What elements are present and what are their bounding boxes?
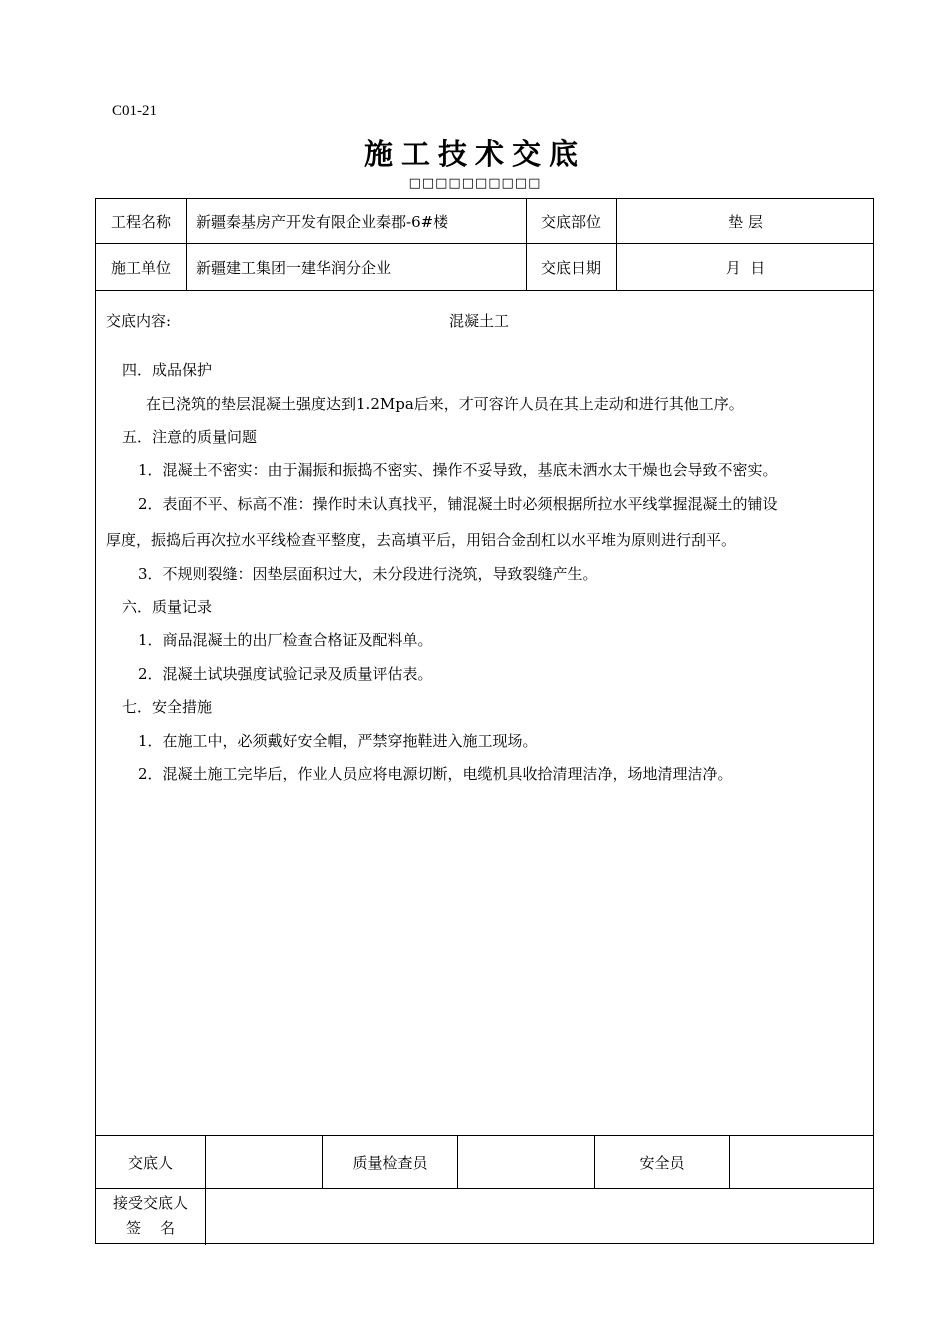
construction-unit-value: 新疆建工集团一建华润分企业	[196, 258, 392, 277]
document-title: 施工技术交底	[363, 137, 586, 171]
section-heading: 五．注意的质量问题	[122, 428, 258, 446]
content-label: 交底内容:	[106, 312, 172, 330]
row-divider	[96, 290, 873, 291]
discloser-signature-field[interactable]	[206, 1136, 322, 1188]
document-subtitle: □□□□□□□□□□	[408, 176, 542, 191]
receiver-label-line1: 接受交底人	[112, 1194, 188, 1213]
discloser-label: 交底人	[127, 1153, 173, 1172]
content-paragraph: 2．混凝土施工完毕后，作业人员应将电源切断，电缆机具收拾清理洁净，场地清理洁净。	[138, 765, 733, 783]
receiver-label-line2: 签 名	[125, 1219, 176, 1237]
content-topic: 混凝土工	[449, 312, 510, 330]
receiver-signature-field[interactable]	[206, 1189, 873, 1243]
content-paragraph: 在已浇筑的垫层混凝土强度达到1.2Mpa后来，才可容许人员在其上走动和进行其他工序。	[146, 395, 744, 413]
form-code: C01-21	[112, 103, 157, 119]
content-paragraph: 厚度，振捣后再次拉水平线检查平整度，去高填平后，用铝合金刮杠以水平堆为原则进行刮平。	[106, 531, 737, 549]
section-heading: 四．成品保护	[122, 361, 213, 379]
content-paragraph: 2．表面不平、标高不准：操作时未认真找平，铺混凝土时必须根据所拉水平线掌握混凝土的铺设	[138, 495, 778, 513]
content-paragraph: 2．混凝土试块强度试验记录及质量评估表。	[138, 665, 433, 683]
disclosure-part-value: 垫 层	[728, 212, 763, 231]
receiver-label	[96, 1189, 205, 1243]
project-name-value: 新疆秦基房产开发有限企业秦郡-6#楼	[196, 212, 449, 231]
disclosure-date-label: 交底日期	[540, 258, 601, 277]
section-heading: 七．安全措施	[122, 698, 213, 716]
safety-officer-signature-field[interactable]	[730, 1136, 873, 1188]
content-paragraph: 3．不规则裂缝：因垫层面积过大，未分段进行浇筑，导致裂缝产生。	[138, 565, 598, 583]
disclosure-part-label: 交底部位	[540, 212, 601, 231]
content-paragraph: 1．在施工中，必须戴好安全帽，严禁穿拖鞋进入施工现场。	[138, 732, 538, 750]
construction-unit-label: 施工单位	[110, 258, 171, 277]
content-paragraph: 1．混凝土不密实：由于漏振和振捣不密实、操作不妥导致，基底未洒水太干燥也会导致不密实。	[138, 461, 778, 479]
project-name-label: 工程名称	[110, 212, 171, 231]
section-heading: 六．质量记录	[122, 598, 213, 616]
column-divider	[186, 199, 187, 290]
disclosure-form-table	[95, 198, 874, 1244]
safety-officer-label: 安全员	[639, 1153, 685, 1172]
disclosure-date-value: 月 日	[725, 258, 766, 277]
quality-inspector-signature-field[interactable]	[458, 1136, 594, 1188]
quality-inspector-label: 质量检查员	[352, 1153, 428, 1172]
content-paragraph: 1．商品混凝土的出厂检查合格证及配料单。	[138, 631, 433, 649]
